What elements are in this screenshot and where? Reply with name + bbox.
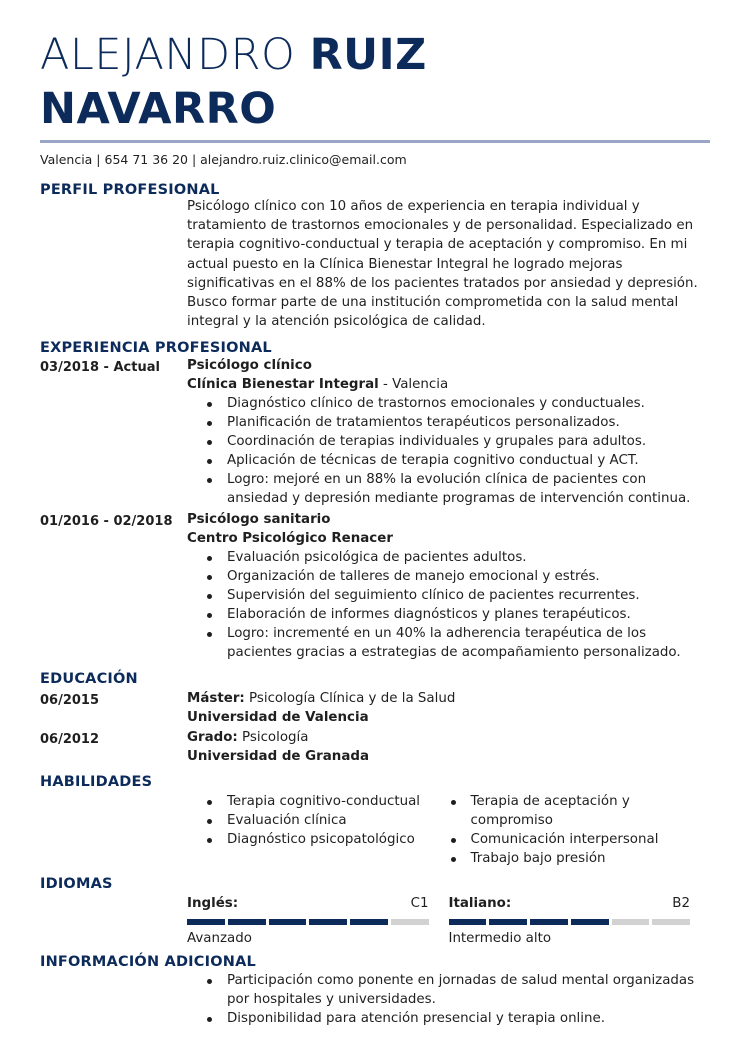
degree-type: Grado: <box>187 730 238 746</box>
level-segment <box>652 919 690 925</box>
list-item: Trabajo bajo presión <box>449 849 710 868</box>
education-entry <box>40 728 710 766</box>
level-segment <box>530 919 568 925</box>
language-name: Inglés: <box>187 896 239 912</box>
last-name-2: NAVARRO <box>40 84 277 134</box>
list-item: Comunicación interpersonal <box>449 830 710 849</box>
job-dates: 01/2016 - 02/2018 <box>40 514 173 530</box>
level-segment <box>612 919 650 925</box>
list-item: Planificación de tratamientos terapéuticos personalizados. <box>205 413 710 432</box>
first-name: ALEJANDRO <box>40 30 296 80</box>
level-segment <box>489 919 527 925</box>
degree-type: Máster: <box>187 691 245 707</box>
job-org-line <box>187 529 710 548</box>
level-segment <box>391 919 429 925</box>
job-dates: 03/2018 - Actual <box>40 360 160 376</box>
job-entry <box>40 510 710 548</box>
language-name: Italiano: <box>448 896 512 912</box>
additional-bullets <box>187 971 710 1028</box>
section-title-education: EDUCACIÓN <box>40 671 138 688</box>
section-title-profile: PERFIL PROFESIONAL <box>40 182 220 198</box>
section-title-experience: EXPERIENCIA PROFESIONAL <box>40 340 272 357</box>
level-segment <box>187 919 225 925</box>
education-date: 06/2012 <box>40 732 100 748</box>
language-code: B2 <box>672 896 690 912</box>
job-bullets <box>187 394 710 508</box>
skills-column-1 <box>187 792 449 868</box>
education-degree-line <box>187 689 710 708</box>
job-org-line <box>187 375 710 394</box>
profile-text: Psicólogo clínico con 10 años de experiencia en terapia individual y tratamiento de trastornos emocionales y de personalidad. Especializado en terapia cognitivo-conductual y terapia de aceptación y compromiso. En mi actual puesto en la Clínica Bienestar Integral he logrado mejoras significativas en el 88% de los pacientes tratados por ansiedad y depresión. Busco formar parte de una institución comprometida con la salud mental integral y la atención psicológica de calidad. <box>187 199 698 330</box>
language-level: Intermedio alto <box>448 931 552 947</box>
degree-name: Psicología <box>237 730 309 746</box>
level-segment <box>350 919 388 925</box>
language-code: C1 <box>410 896 429 912</box>
candidate-name <box>40 28 710 136</box>
list-item: Supervisión del seguimiento clínico de pacientes recurrentes. <box>205 586 710 605</box>
list-item: Diagnóstico psicopatológico <box>205 830 449 849</box>
list-item: Disponibilidad para atención presencial y terapia online. <box>205 1009 710 1028</box>
list-item: Organización de talleres de manejo emocional y estrés. <box>205 567 710 586</box>
list-item: Aplicación de técnicas de terapia cognitivo conductual y ACT. <box>205 451 710 470</box>
list-item: Logro: incrementé en un 40% la adherencia terapéutica de los pacientes gracias a estrategias de acompañamiento personalizado. <box>205 624 710 662</box>
language-level: Avanzado <box>187 931 252 947</box>
degree-name: Psicología Clínica y de la Salud <box>244 691 456 707</box>
level-segment <box>269 919 307 925</box>
list-item: Elaboración de informes diagnósticos y planes terapéuticos. <box>205 605 710 624</box>
last-name-1: RUIZ <box>309 30 427 80</box>
job-role: Psicólogo clínico <box>187 358 312 374</box>
list-item: Evaluación clínica <box>205 811 449 830</box>
education-school: Universidad de Valencia <box>187 710 369 726</box>
language-item <box>449 894 691 948</box>
education-degree-line <box>187 728 710 747</box>
skills-column-2 <box>449 792 710 868</box>
skills-grid <box>187 792 710 868</box>
list-item: Terapia de aceptación y compromiso <box>449 792 710 830</box>
level-segment <box>449 919 487 925</box>
contact-line: Valencia | 654 71 36 20 | alejandro.ruiz.clinico@email.com <box>40 152 407 167</box>
section-title-additional: INFORMACIÓN ADICIONAL <box>40 954 256 971</box>
list-item: Coordinación de terapias individuales y grupales para adultos. <box>205 432 710 451</box>
education-entry <box>40 689 710 727</box>
job-org: Clínica Bienestar Integral <box>187 377 379 393</box>
list-item: Participación como ponente en jornadas de salud mental organizadas por hospitales y universidades. <box>205 971 710 1009</box>
level-segment <box>571 919 609 925</box>
section-title-skills: HABILIDADES <box>40 774 153 791</box>
language-level-bar <box>449 919 691 925</box>
section-title-languages: IDIOMAS <box>40 876 113 893</box>
languages-grid <box>187 894 710 948</box>
language-level-bar <box>187 919 429 925</box>
list-item: Terapia cognitivo-conductual <box>205 792 449 811</box>
resume-page <box>40 28 710 1028</box>
education-school: Universidad de Granada <box>187 749 369 765</box>
list-item: Evaluación psicológica de pacientes adultos. <box>205 548 710 567</box>
language-item <box>187 894 429 948</box>
job-bullets <box>187 548 710 662</box>
header-divider <box>40 140 710 143</box>
job-location: - Valencia <box>378 377 449 393</box>
job-org: Centro Psicológico Renacer <box>187 531 393 547</box>
list-item: Logro: mejoré en un 88% la evolución clínica de pacientes con ansiedad y depresión mediante programas de intervención continua. <box>205 470 710 508</box>
education-date: 06/2015 <box>40 693 100 709</box>
list-item: Diagnóstico clínico de trastornos emocionales y conductuales. <box>205 394 710 413</box>
level-segment <box>228 919 266 925</box>
job-entry <box>40 356 710 394</box>
level-segment <box>309 919 347 925</box>
job-role: Psicólogo sanitario <box>187 512 331 528</box>
